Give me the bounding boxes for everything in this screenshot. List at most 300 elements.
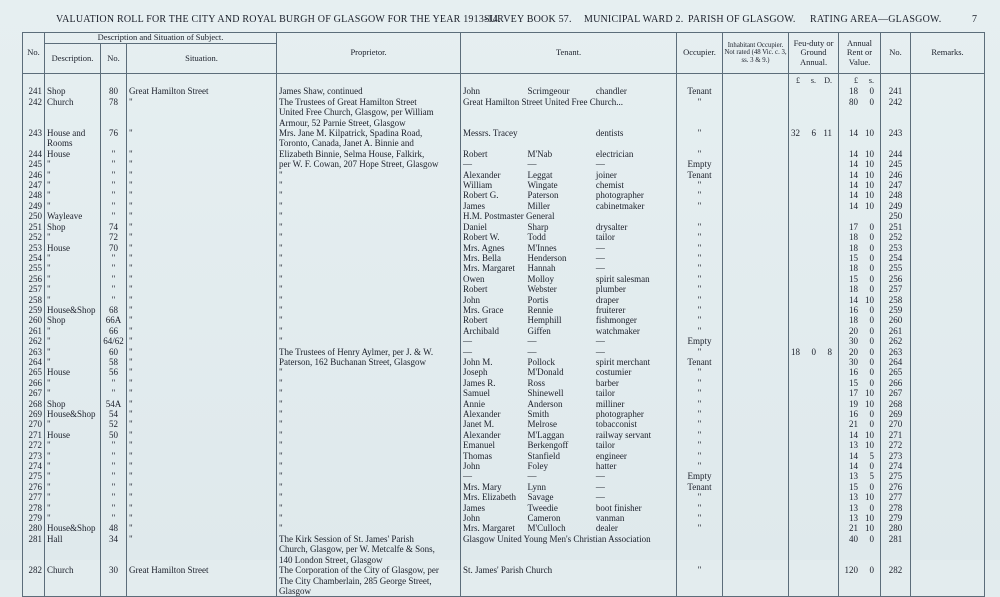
rent-pounds: 20 <box>849 346 859 357</box>
entry-description <box>45 586 101 597</box>
entry-number-right: 278 <box>881 503 911 513</box>
table-row <box>23 180 985 190</box>
entry-occupier: " <box>677 367 723 377</box>
entry-number: 242 <box>23 97 45 107</box>
entry-inhabitant <box>723 97 789 107</box>
entry-inhabitant <box>723 180 789 190</box>
entry-occupier <box>677 138 723 148</box>
entry-occupier <box>677 534 723 544</box>
tenant-surname: Portis <box>527 294 549 305</box>
rent-pounds: 18 <box>849 232 859 243</box>
tenant-first-name: Mrs. Agnes <box>463 242 505 253</box>
entry-proprietor: " <box>277 440 461 450</box>
entry-street-number: 74 <box>101 222 127 232</box>
tenant-occupation <box>597 97 674 107</box>
rent-pounds: 19 <box>849 398 859 409</box>
entry-number-right: 271 <box>881 430 911 440</box>
rent-shillings: 0 <box>869 502 875 513</box>
entry-inhabitant <box>723 274 789 284</box>
entry-inhabitant <box>723 534 789 544</box>
entry-street-number: 76 <box>101 128 127 138</box>
entry-situation: " <box>127 492 277 502</box>
tenant-occupation: tailor <box>595 440 615 451</box>
entry-occupier: " <box>677 128 723 138</box>
entry-number: 276 <box>23 482 45 492</box>
entry-description: House <box>45 430 101 440</box>
entry-description: " <box>45 201 101 211</box>
entry-proprietor: " <box>277 378 461 388</box>
entry-number-right <box>881 586 911 597</box>
entry-description <box>45 576 101 586</box>
entry-number-right: 244 <box>881 149 911 159</box>
tenant-surname: — <box>527 336 537 347</box>
tenant-surname: Leggat <box>527 169 553 180</box>
table-row <box>23 565 985 575</box>
tenant-surname: Lynn <box>527 481 546 492</box>
tenant-surname: Pollock <box>527 356 555 367</box>
entry-number: 270 <box>23 419 45 429</box>
entry-number: 243 <box>23 128 45 138</box>
tenant-first-name: James <box>463 200 486 211</box>
entry-remarks <box>911 315 985 325</box>
survey-book: SURVEY BOOK 57. <box>484 14 572 25</box>
entry-inhabitant <box>723 201 789 211</box>
entry-situation <box>127 138 277 148</box>
rent-shillings: 10 <box>865 180 875 191</box>
table-row <box>23 201 985 211</box>
tenant-occupation: dealer <box>595 523 618 534</box>
entry-number-right: 269 <box>881 409 911 419</box>
entry-remarks <box>911 149 985 159</box>
entry-inhabitant <box>723 170 789 180</box>
page-header <box>0 14 1000 28</box>
tenant-first-name: Great Hamilton Street United Free Church... <box>463 96 623 107</box>
entry-number: 267 <box>23 388 45 398</box>
entry-remarks <box>911 565 985 575</box>
entry-situation: " <box>127 399 277 409</box>
rent-shillings: 0 <box>869 461 875 472</box>
entry-street-number: 66 <box>101 326 127 336</box>
entry-number: 255 <box>23 263 45 273</box>
rent-shillings: 0 <box>869 315 875 326</box>
entry-number-right: 276 <box>881 482 911 492</box>
entry-proprietor: " <box>277 451 461 461</box>
entry-occupier: " <box>677 347 723 357</box>
entry-occupier: " <box>677 523 723 533</box>
entry-proprietor: Glasgow <box>277 586 461 597</box>
entry-situation: " <box>127 180 277 190</box>
entry-street-number: " <box>101 274 127 284</box>
entry-occupier: " <box>677 232 723 242</box>
tenant-first-name: Thomas <box>463 450 493 461</box>
entry-remarks <box>911 232 985 242</box>
table-row <box>23 222 985 232</box>
entry-occupier <box>677 544 723 554</box>
entry-description: " <box>45 159 101 169</box>
rent-pounds: 14 <box>849 128 859 139</box>
table-row <box>23 284 985 294</box>
entry-number: 249 <box>23 201 45 211</box>
rent-pounds: 14 <box>849 429 859 440</box>
rent-shillings: 0 <box>869 96 875 107</box>
col-number: No. <box>101 44 127 74</box>
entry-proprietor: " <box>277 461 461 471</box>
entry-situation: " <box>127 128 277 138</box>
entry-street-number: " <box>101 253 127 263</box>
entry-number <box>23 555 45 565</box>
entry-number-right: 253 <box>881 243 911 253</box>
tenant-occupation: tobacconist <box>595 419 637 430</box>
entry-number <box>23 544 45 554</box>
col-no: No. <box>23 33 45 74</box>
entry-occupier: Empty <box>677 159 723 169</box>
entry-description: Shop <box>45 222 101 232</box>
tenant-first-name: St. James' Parish Church <box>463 565 553 576</box>
entry-number-right: 260 <box>881 315 911 325</box>
tenant-first-name: Glasgow United Young Men's Christian Association <box>463 533 651 544</box>
entry-description: " <box>45 471 101 481</box>
entry-inhabitant <box>723 482 789 492</box>
entry-situation <box>127 586 277 597</box>
entry-number: 265 <box>23 367 45 377</box>
tenant-occupation: — <box>595 263 605 274</box>
rent-shillings: 0 <box>869 304 875 315</box>
entry-remarks <box>911 336 985 346</box>
rent-shillings: 10 <box>865 159 875 170</box>
col-proprietor: Proprietor. <box>277 33 461 74</box>
tenant-surname: Anderson <box>527 398 563 409</box>
entry-remarks <box>911 263 985 273</box>
entry-inhabitant <box>723 451 789 461</box>
entry-number: 252 <box>23 232 45 242</box>
entry-description: " <box>45 451 101 461</box>
rent-pounds: 17 <box>849 388 859 399</box>
entry-remarks <box>911 451 985 461</box>
entry-remarks <box>911 274 985 284</box>
tenant-first-name: Messrs. Tracey <box>463 128 518 139</box>
entry-proprietor: Toronto, Canada, Janet A. Binnie and <box>277 138 461 148</box>
tenant-occupation: hatter <box>595 461 617 472</box>
rent-shillings: 10 <box>865 190 875 201</box>
entry-inhabitant <box>723 544 789 554</box>
entry-proprietor: " <box>277 243 461 253</box>
rating-area: RATING AREA—GLASGOW. <box>810 14 942 25</box>
entry-situation: " <box>127 409 277 419</box>
rent-pounds: 13 <box>849 502 859 513</box>
table-row <box>23 107 985 117</box>
entry-street-number: " <box>101 482 127 492</box>
rent-pounds: 14 <box>849 294 859 305</box>
entry-remarks <box>911 523 985 533</box>
entry-number-right: 277 <box>881 492 911 502</box>
entry-number-right: 275 <box>881 471 911 481</box>
entry-situation: " <box>127 190 277 200</box>
entry-number-right: 261 <box>881 326 911 336</box>
entry-street-number: " <box>101 513 127 523</box>
entry-proprietor: Elizabeth Binnie, Selma House, Falkirk, <box>277 149 461 159</box>
tenant-surname: Foley <box>527 461 548 472</box>
entry-remarks <box>911 190 985 200</box>
tenant-surname <box>529 211 597 221</box>
table-row <box>23 243 985 253</box>
entry-occupier: " <box>677 440 723 450</box>
entry-number: 244 <box>23 149 45 159</box>
entry-number-right <box>881 544 911 554</box>
tenant-surname: — <box>527 159 537 170</box>
entry-number-right: 263 <box>881 347 911 357</box>
entry-number: 260 <box>23 315 45 325</box>
entry-street-number: " <box>101 149 127 159</box>
entry-number-right: 280 <box>881 523 911 533</box>
rent-shillings: 10 <box>865 200 875 211</box>
entry-situation: " <box>127 211 277 221</box>
entry-number: 254 <box>23 253 45 263</box>
tenant-first-name: Annie <box>463 398 486 409</box>
table-row <box>23 170 985 180</box>
entry-occupier: " <box>677 274 723 284</box>
rent-shillings: 0 <box>869 252 875 263</box>
rent-shillings: 0 <box>869 336 875 347</box>
table-row <box>23 534 985 544</box>
entry-description: House&Shop <box>45 305 101 315</box>
entry-inhabitant <box>723 430 789 440</box>
entry-proprietor: " <box>277 471 461 481</box>
col-no-right: No. <box>881 33 911 74</box>
entry-situation: " <box>127 451 277 461</box>
rent-pounds: 14 <box>849 461 859 472</box>
tenant-occupation: — <box>595 336 605 347</box>
table-row <box>23 388 985 398</box>
rent-shillings: 10 <box>865 128 875 139</box>
tenant-surname <box>529 565 597 575</box>
entry-situation: " <box>127 430 277 440</box>
entry-description: " <box>45 388 101 398</box>
rent-pounds: 15 <box>849 273 859 284</box>
table-row <box>23 86 985 96</box>
tenant-surname: M'Nab <box>527 148 553 159</box>
tenant-surname: M'Donald <box>527 367 564 378</box>
rent-shillings: 10 <box>865 388 875 399</box>
entry-description: House and <box>45 128 101 138</box>
entry-inhabitant <box>723 523 789 533</box>
tenant-first-name: Mrs. Margaret <box>463 523 515 534</box>
entry-number-right: 248 <box>881 190 911 200</box>
table-row <box>23 503 985 513</box>
rent-shillings: 0 <box>869 419 875 430</box>
entry-description: " <box>45 440 101 450</box>
entry-inhabitant <box>723 107 789 117</box>
entry-proprietor: " <box>277 222 461 232</box>
entry-proprietor: " <box>277 295 461 305</box>
entry-inhabitant <box>723 149 789 159</box>
rent-pounds: 80 <box>849 96 859 107</box>
entry-inhabitant <box>723 440 789 450</box>
tenant-occupation: — <box>595 242 605 253</box>
tenant-first-name: — <box>463 336 473 347</box>
entry-street-number: 80 <box>101 86 127 96</box>
entry-number-right: 266 <box>881 378 911 388</box>
entry-proprietor: " <box>277 513 461 523</box>
entry-number: 241 <box>23 86 45 96</box>
entry-street-number: " <box>101 378 127 388</box>
entry-street-number: " <box>101 190 127 200</box>
entry-situation <box>127 544 277 554</box>
entry-proprietor: " <box>277 523 461 533</box>
tenant-surname: Miller <box>527 200 550 211</box>
col-tenant: Tenant. <box>461 33 677 74</box>
table-row <box>23 576 985 586</box>
entry-remarks <box>911 347 985 357</box>
entry-proprietor: " <box>277 315 461 325</box>
entry-number-right: 268 <box>881 399 911 409</box>
rent-pounds: 18 <box>849 315 859 326</box>
rent-pounds: 16 <box>849 367 859 378</box>
rent-pounds: 14 <box>849 200 859 211</box>
rent-shillings: 10 <box>865 513 875 524</box>
entry-proprietor: The Trustees of Henry Aylmer, per J. & W. <box>277 347 461 357</box>
entry-description: House <box>45 149 101 159</box>
tenant-first-name: H.M. Postmaster General <box>463 211 555 222</box>
tenant-surname: Wingate <box>527 180 558 191</box>
entry-inhabitant <box>723 576 789 586</box>
tenant-surname: — <box>527 346 537 357</box>
tenant-first-name: — <box>463 159 473 170</box>
entry-number: 278 <box>23 503 45 513</box>
entry-number-right: 251 <box>881 222 911 232</box>
entry-occupier: " <box>677 419 723 429</box>
entry-description: " <box>45 232 101 242</box>
entry-situation: " <box>127 461 277 471</box>
entry-proprietor: " <box>277 284 461 294</box>
entry-proprietor: " <box>277 201 461 211</box>
entry-proprietor: The Corporation of the City of Glasgow, per <box>277 565 461 575</box>
entry-inhabitant <box>723 232 789 242</box>
tenant-first-name: Emanuel <box>463 440 496 451</box>
entry-description: Shop <box>45 86 101 96</box>
rent-shillings: 0 <box>869 346 875 357</box>
entry-number: 269 <box>23 409 45 419</box>
entry-description: " <box>45 357 101 367</box>
entry-description: " <box>45 336 101 346</box>
entry-street-number: 48 <box>101 523 127 533</box>
entry-description: " <box>45 274 101 284</box>
entry-number-right: 243 <box>881 128 911 138</box>
entry-remarks <box>911 440 985 450</box>
entry-proprietor: " <box>277 503 461 513</box>
entry-number: 253 <box>23 243 45 253</box>
entry-situation: " <box>127 295 277 305</box>
col-description: Description. <box>45 44 101 74</box>
entry-occupier: " <box>677 315 723 325</box>
tenant-occupation: watchmaker <box>595 325 640 336</box>
entry-remarks <box>911 118 985 128</box>
entry-proprietor: James Shaw, continued <box>277 86 461 96</box>
entry-number-right: 242 <box>881 97 911 107</box>
rent-shillings: 10 <box>865 294 875 305</box>
entry-occupier: " <box>677 451 723 461</box>
tenant-first-name: — <box>463 346 473 357</box>
entry-number-right: 262 <box>881 336 911 346</box>
rent-pounds: 13 <box>849 492 859 503</box>
entry-inhabitant <box>723 419 789 429</box>
entry-remarks <box>911 378 985 388</box>
tenant-surname: Rennie <box>527 304 553 315</box>
entry-number-right: 257 <box>881 284 911 294</box>
entry-occupier: " <box>677 263 723 273</box>
entry-occupier: " <box>677 326 723 336</box>
entry-situation <box>127 107 277 117</box>
feu-pounds: 32 <box>791 128 801 139</box>
entry-number: 281 <box>23 534 45 544</box>
entry-inhabitant <box>723 555 789 565</box>
entry-description: Rooms <box>45 138 101 148</box>
rent-pounds: 120 <box>844 565 859 576</box>
table-body <box>23 74 985 597</box>
tenant-first-name: Mrs. Margaret <box>463 263 515 274</box>
entry-situation: " <box>127 482 277 492</box>
tenant-occupation: — <box>595 471 605 482</box>
entry-situation: " <box>127 367 277 377</box>
entry-number-right: 273 <box>881 451 911 461</box>
tenant-first-name: Owen <box>463 273 485 284</box>
entry-street-number: 56 <box>101 367 127 377</box>
entry-situation: " <box>127 534 277 544</box>
tenant-first-name: Mrs. Mary <box>463 481 502 492</box>
entry-situation: " <box>127 222 277 232</box>
rent-pounds: 15 <box>849 377 859 388</box>
entry-number-right: 254 <box>881 253 911 263</box>
rent-shillings: 0 <box>869 367 875 378</box>
currency-shilling: s. <box>810 76 817 85</box>
tenant-occupation: — <box>595 481 605 492</box>
tenant-occupation: milliner <box>595 398 625 409</box>
entry-remarks <box>911 503 985 513</box>
entry-street-number: 54A <box>101 399 127 409</box>
entry-description <box>45 107 101 117</box>
tenant-surname: Stanfield <box>527 450 560 461</box>
tenant-surname <box>527 128 595 138</box>
entry-proprietor: The Trustees of Great Hamilton Street <box>277 97 461 107</box>
entry-proprietor: " <box>277 326 461 336</box>
tenant-first-name: James <box>463 502 486 513</box>
tenant-occupation: drysalter <box>595 221 628 232</box>
entry-number-right: 264 <box>881 357 911 367</box>
entry-proprietor: per W. F. Cowan, 207 Hope Street, Glasgow <box>277 159 461 169</box>
tenant-surname: Molloy <box>527 273 554 284</box>
table-row <box>23 232 985 242</box>
entry-inhabitant <box>723 284 789 294</box>
tenant-first-name: Alexander <box>463 429 501 440</box>
entry-number: 258 <box>23 295 45 305</box>
entry-street-number <box>101 138 127 148</box>
tenant-occupation: chemist <box>595 180 624 191</box>
tenant-surname: M'Culloch <box>527 523 566 534</box>
entry-proprietor: " <box>277 211 461 221</box>
entry-remarks <box>911 128 985 138</box>
entry-description: House <box>45 243 101 253</box>
entry-street-number: 54 <box>101 409 127 419</box>
entry-situation: " <box>127 440 277 450</box>
rent-shillings: 0 <box>869 565 875 576</box>
rent-pounds: 17 <box>849 221 859 232</box>
entry-inhabitant <box>723 315 789 325</box>
entry-remarks <box>911 482 985 492</box>
entry-remarks <box>911 555 985 565</box>
entry-number-right: 267 <box>881 388 911 398</box>
entry-remarks <box>911 399 985 409</box>
valuation-table <box>22 32 985 597</box>
rent-shillings: 10 <box>865 429 875 440</box>
